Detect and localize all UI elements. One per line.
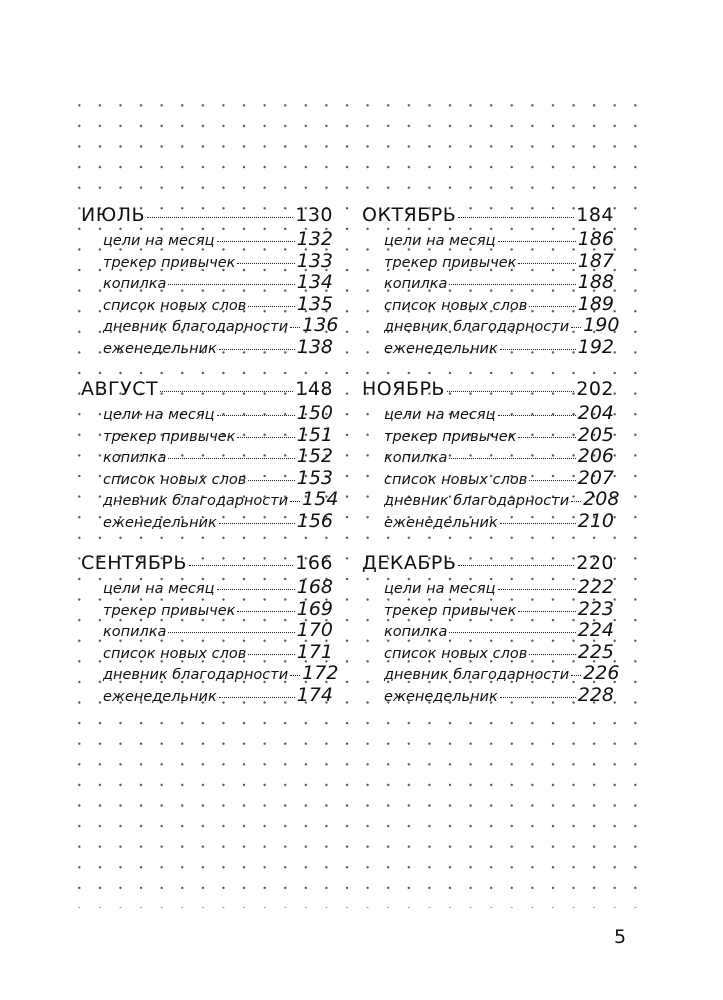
- month-page-number: 184: [576, 204, 614, 226]
- month-page-number: 166: [295, 552, 333, 574]
- subentry-page-number: 169: [296, 597, 333, 620]
- subentry-page-number: 190: [583, 314, 620, 336]
- dot-leader: [237, 263, 294, 264]
- subentry-page-number: 171: [296, 640, 333, 663]
- dot-leader: [500, 349, 576, 350]
- dot-leader: [500, 697, 576, 698]
- subentry-label: копилка: [103, 450, 167, 466]
- subentry-label: дневник благодарности: [384, 493, 570, 509]
- subentry-label: цели на месяц: [384, 233, 496, 249]
- dot-leader: [449, 284, 575, 285]
- toc-subentry[interactable]: [81, 402, 333, 424]
- toc-section: [362, 378, 620, 552]
- subentry-page-number: 172: [302, 662, 339, 684]
- subentry-label: еженедельник: [384, 340, 498, 357]
- subentry-page-number: 188: [577, 271, 614, 293]
- subentry-label: список новых слов: [103, 297, 247, 314]
- toc-subentry[interactable]: [81, 250, 333, 272]
- toc-subentry[interactable]: [81, 336, 333, 358]
- subentry-page-number: 208: [583, 488, 620, 510]
- subentry-label: дневник благодарности: [384, 319, 570, 335]
- subentry-page-number: 152: [296, 445, 333, 467]
- dot-leader: [498, 589, 576, 590]
- toc-section: [81, 204, 339, 378]
- month-page-number: 148: [295, 378, 333, 400]
- dot-leader: [458, 565, 574, 566]
- subentry-label: цели на месяц: [384, 581, 496, 597]
- dot-leader: [219, 349, 295, 350]
- dot-leader: [189, 565, 293, 566]
- toc-subentry[interactable]: [362, 228, 614, 250]
- subentry-label: цели на месяц: [103, 581, 215, 597]
- toc-subentry[interactable]: [362, 271, 614, 293]
- subentry-label: копилка: [384, 276, 448, 292]
- toc-subentry[interactable]: [362, 619, 614, 641]
- subentry-label: еженедельник: [384, 688, 498, 705]
- dot-leader: [529, 654, 575, 655]
- subentry-page-number: 204: [577, 402, 614, 424]
- dot-leader: [217, 415, 295, 416]
- subentry-label: трекер привычек: [384, 602, 517, 619]
- toc-month-entry[interactable]: [81, 204, 333, 228]
- dot-leader: [248, 306, 294, 307]
- subentry-label: список новых слов: [384, 645, 528, 662]
- subentry-label: трекер привычек: [384, 428, 517, 445]
- toc-month-entry[interactable]: [362, 378, 614, 402]
- toc-subentry[interactable]: [81, 314, 339, 336]
- toc-subentry[interactable]: [81, 576, 333, 598]
- subentry-page-number: 170: [296, 619, 333, 641]
- dot-leader: [168, 632, 294, 633]
- dot-leader: [529, 480, 575, 481]
- subentry-page-number: 226: [583, 662, 620, 684]
- page-number: 5: [614, 926, 627, 948]
- toc-subentry[interactable]: [362, 250, 614, 272]
- dot-leader: [237, 437, 294, 438]
- dot-leader: [449, 632, 575, 633]
- month-title: ИЮЛЬ: [81, 204, 146, 226]
- subentry-label: цели на месяц: [103, 233, 215, 249]
- toc-subentry[interactable]: [362, 314, 620, 336]
- month-title: АВГУСТ: [81, 378, 159, 400]
- subentry-page-number: 138: [296, 335, 333, 358]
- toc-subentry[interactable]: [362, 641, 614, 663]
- subentry-label: цели на месяц: [103, 407, 215, 423]
- dot-leader: [529, 306, 575, 307]
- subentry-page-number: 133: [296, 249, 333, 272]
- subentry-page-number: 153: [296, 466, 333, 489]
- dot-leader: [290, 327, 300, 328]
- toc-subentry[interactable]: [362, 576, 614, 598]
- toc-column-right: [362, 204, 620, 726]
- subentry-label: трекер привычек: [384, 254, 517, 271]
- dot-leader: [219, 697, 295, 698]
- dot-leader: [500, 523, 576, 524]
- dot-leader: [160, 391, 293, 392]
- dot-leader: [571, 501, 581, 502]
- dot-leader: [498, 415, 576, 416]
- subentry-label: дневник благодарности: [103, 319, 289, 335]
- subentry-page-number: 225: [577, 640, 614, 663]
- subentry-label: копилка: [103, 624, 167, 640]
- toc-section: [81, 552, 339, 726]
- subentry-page-number: 174: [296, 683, 333, 706]
- dot-leader: [518, 263, 575, 264]
- toc-column-left: [81, 204, 339, 726]
- toc-section: [362, 552, 620, 726]
- toc-month-entry[interactable]: [362, 204, 614, 228]
- toc-subentry[interactable]: [362, 445, 614, 467]
- subentry-page-number: 187: [577, 249, 614, 272]
- dot-leader: [219, 523, 295, 524]
- month-title: ОКТЯБРЬ: [362, 204, 457, 226]
- toc-subentry[interactable]: [81, 467, 333, 489]
- subentry-page-number: 222: [577, 576, 614, 598]
- subentry-label: дневник благодарности: [103, 493, 289, 509]
- toc-subentry[interactable]: [362, 402, 614, 424]
- subentry-page-number: 206: [577, 445, 614, 467]
- subentry-label: еженедельник: [384, 514, 498, 531]
- month-title: ДЕКАБРЬ: [362, 552, 457, 574]
- subentry-page-number: 192: [577, 335, 614, 358]
- subentry-page-number: 134: [296, 271, 333, 293]
- subentry-label: дневник благодарности: [384, 667, 570, 683]
- subentry-page-number: 210: [577, 509, 614, 532]
- toc-subentry[interactable]: [81, 598, 333, 620]
- toc-subentry[interactable]: [81, 619, 333, 641]
- subentry-label: список новых слов: [103, 471, 247, 488]
- toc-month-entry[interactable]: [81, 552, 333, 576]
- dot-leader: [498, 241, 576, 242]
- toc-subentry[interactable]: [362, 424, 614, 446]
- dot-leader: [217, 589, 295, 590]
- subentry-page-number: 132: [296, 228, 333, 250]
- subentry-label: копилка: [384, 624, 448, 640]
- month-page-number: 220: [576, 552, 614, 574]
- toc-subentry[interactable]: [81, 424, 333, 446]
- subentry-label: список новых слов: [384, 297, 528, 314]
- dot-leader: [290, 501, 300, 502]
- toc-subentry[interactable]: [81, 488, 339, 510]
- month-page-number: 202: [576, 378, 614, 400]
- subentry-page-number: 186: [577, 228, 614, 250]
- subentry-page-number: 207: [577, 466, 614, 489]
- dot-leader: [449, 458, 575, 459]
- dot-leader: [458, 217, 574, 218]
- toc-subentry[interactable]: [362, 293, 614, 315]
- subentry-label: копилка: [384, 450, 448, 466]
- dot-leader: [571, 675, 581, 676]
- toc-subentry[interactable]: [81, 293, 333, 315]
- subentry-label: копилка: [103, 276, 167, 292]
- toc-subentry[interactable]: [362, 488, 620, 510]
- subentry-page-number: 189: [577, 292, 614, 315]
- toc-subentry[interactable]: [81, 228, 333, 250]
- subentry-page-number: 228: [577, 683, 614, 706]
- toc-subentry[interactable]: [81, 662, 339, 684]
- toc-month-entry[interactable]: [362, 552, 614, 576]
- dot-leader: [168, 284, 294, 285]
- subentry-page-number: 151: [296, 423, 333, 446]
- subentry-page-number: 136: [302, 314, 339, 336]
- subentry-label: трекер привычек: [103, 428, 236, 445]
- month-title: НОЯБРЬ: [362, 378, 445, 400]
- subentry-label: еженедельник: [103, 340, 217, 357]
- dot-leader: [147, 217, 293, 218]
- dot-leader: [447, 391, 574, 392]
- toc-subentry[interactable]: [81, 271, 333, 293]
- month-title: СЕНТЯБРЬ: [81, 552, 187, 574]
- toc-section: [362, 204, 620, 378]
- toc-month-entry[interactable]: [81, 378, 333, 402]
- subentry-page-number: 135: [296, 292, 333, 315]
- dot-leader: [290, 675, 300, 676]
- dot-leader: [248, 480, 294, 481]
- subentry-label: цели на месяц: [384, 407, 496, 423]
- dot-leader: [518, 611, 575, 612]
- toc-subentry[interactable]: [362, 662, 620, 684]
- subentry-page-number: 154: [302, 488, 339, 510]
- month-page-number: 130: [295, 204, 333, 226]
- toc-subentry[interactable]: [362, 467, 614, 489]
- subentry-label: еженедельник: [103, 688, 217, 705]
- toc-subentry[interactable]: [81, 510, 333, 532]
- toc-subentry[interactable]: [81, 684, 333, 706]
- subentry-label: дневник благодарности: [103, 667, 289, 683]
- subentry-page-number: 224: [577, 619, 614, 641]
- toc-subentry[interactable]: [81, 641, 333, 663]
- toc-subentry[interactable]: [81, 445, 333, 467]
- toc-subentry[interactable]: [362, 598, 614, 620]
- subentry-label: трекер привычек: [103, 602, 236, 619]
- toc-subentry[interactable]: [362, 510, 614, 532]
- dot-leader: [217, 241, 295, 242]
- dot-leader: [571, 327, 581, 328]
- subentry-label: список новых слов: [384, 471, 528, 488]
- dot-leader: [168, 458, 294, 459]
- toc-subentry[interactable]: [362, 684, 614, 706]
- subentry-label: трекер привычек: [103, 254, 236, 271]
- subentry-page-number: 150: [296, 402, 333, 424]
- subentry-page-number: 223: [577, 597, 614, 620]
- toc-subentry[interactable]: [362, 336, 614, 358]
- toc-section: [81, 378, 339, 552]
- subentry-page-number: 205: [577, 423, 614, 446]
- dot-leader: [248, 654, 294, 655]
- dot-leader: [518, 437, 575, 438]
- subentry-label: еженедельник: [103, 514, 217, 531]
- subentry-page-number: 156: [296, 509, 333, 532]
- subentry-page-number: 168: [296, 576, 333, 598]
- dot-leader: [237, 611, 294, 612]
- subentry-label: список новых слов: [103, 645, 247, 662]
